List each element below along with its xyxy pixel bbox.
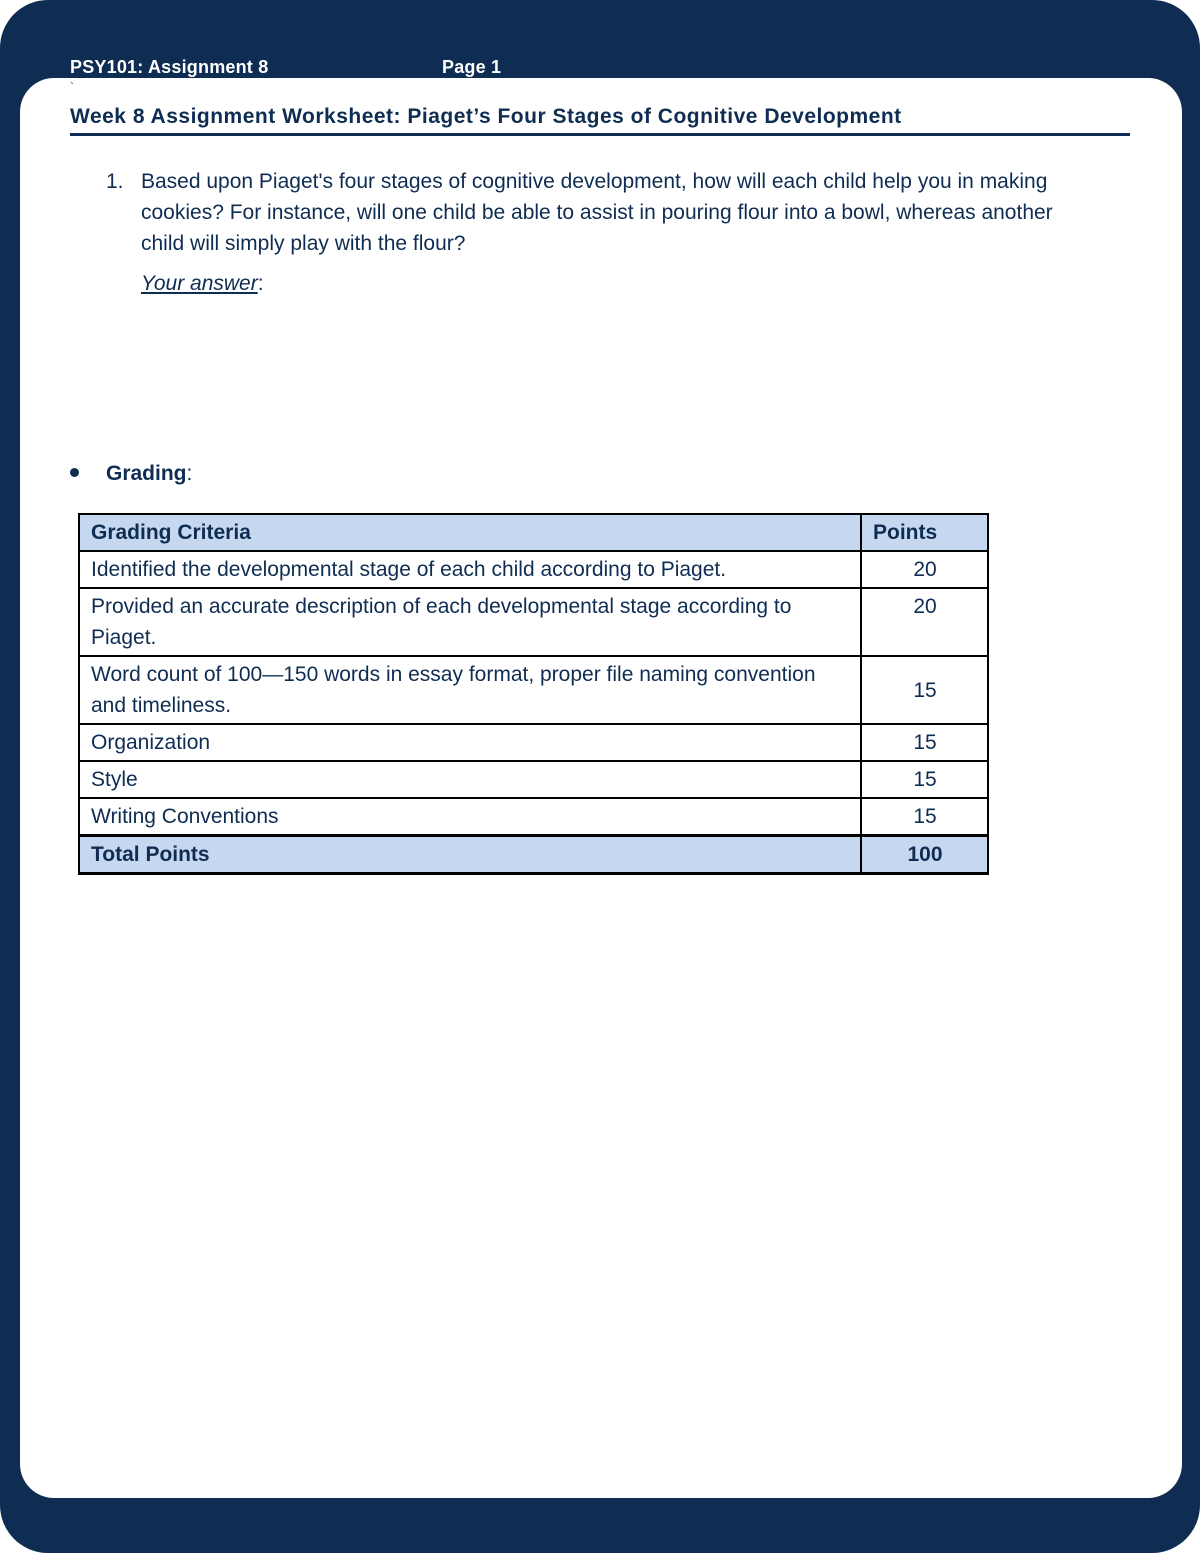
table-header-row	[79, 514, 988, 551]
table-row	[79, 551, 988, 588]
header-page-number: Page 1	[442, 57, 502, 77]
grading-label: Grading	[106, 462, 187, 485]
grading-table	[78, 513, 989, 875]
table-row	[79, 761, 988, 798]
points-cell: 20	[861, 588, 988, 656]
question-text: Based upon Piaget's four stages of cognitive development, how will each child help you in making cookies? For instance, will one child be able to assist in pouring flour into a bowl, whereas another child will simply play with the flour?	[141, 170, 1053, 255]
table-row	[79, 656, 988, 724]
bullet-icon	[70, 468, 79, 477]
grading-heading	[70, 462, 192, 486]
criteria-cell: Organization	[79, 724, 861, 761]
points-cell: 20	[861, 551, 988, 588]
total-row	[79, 836, 988, 874]
column-header-criteria: Grading Criteria	[79, 514, 861, 551]
header-course: PSY101: Assignment 8	[70, 57, 269, 77]
answer-label-colon: :	[257, 272, 264, 295]
criteria-cell: Identified the developmental stage of each child according to Piaget.	[79, 551, 861, 588]
answer-label	[141, 272, 264, 296]
question-1	[106, 166, 1096, 259]
page-title: Week 8 Assignment Worksheet: Piaget’s Four Stages of Cognitive Development	[70, 105, 1130, 136]
criteria-cell: Provided an accurate description of each developmental stage according to Piaget.	[79, 588, 861, 656]
grading-colon: :	[186, 462, 193, 485]
stray-mark: `	[70, 80, 74, 94]
total-points: 100	[861, 836, 988, 874]
criteria-cell: Writing Conventions	[79, 798, 861, 836]
criteria-cell: Word count of 100—150 words in essay format, proper file naming convention and timeliness.	[79, 656, 861, 724]
table-row	[79, 724, 988, 761]
points-cell: 15	[861, 761, 988, 798]
total-label: Total Points	[79, 836, 861, 874]
answer-label-text: Your answer	[141, 272, 258, 295]
points-cell: 15	[861, 798, 988, 836]
table-row	[79, 798, 988, 836]
points-cell: 15	[861, 724, 988, 761]
column-header-points: Points	[861, 514, 988, 551]
points-cell: 15	[861, 656, 988, 724]
table-row	[79, 588, 988, 656]
criteria-cell: Style	[79, 761, 861, 798]
question-number: 1.	[106, 170, 124, 193]
